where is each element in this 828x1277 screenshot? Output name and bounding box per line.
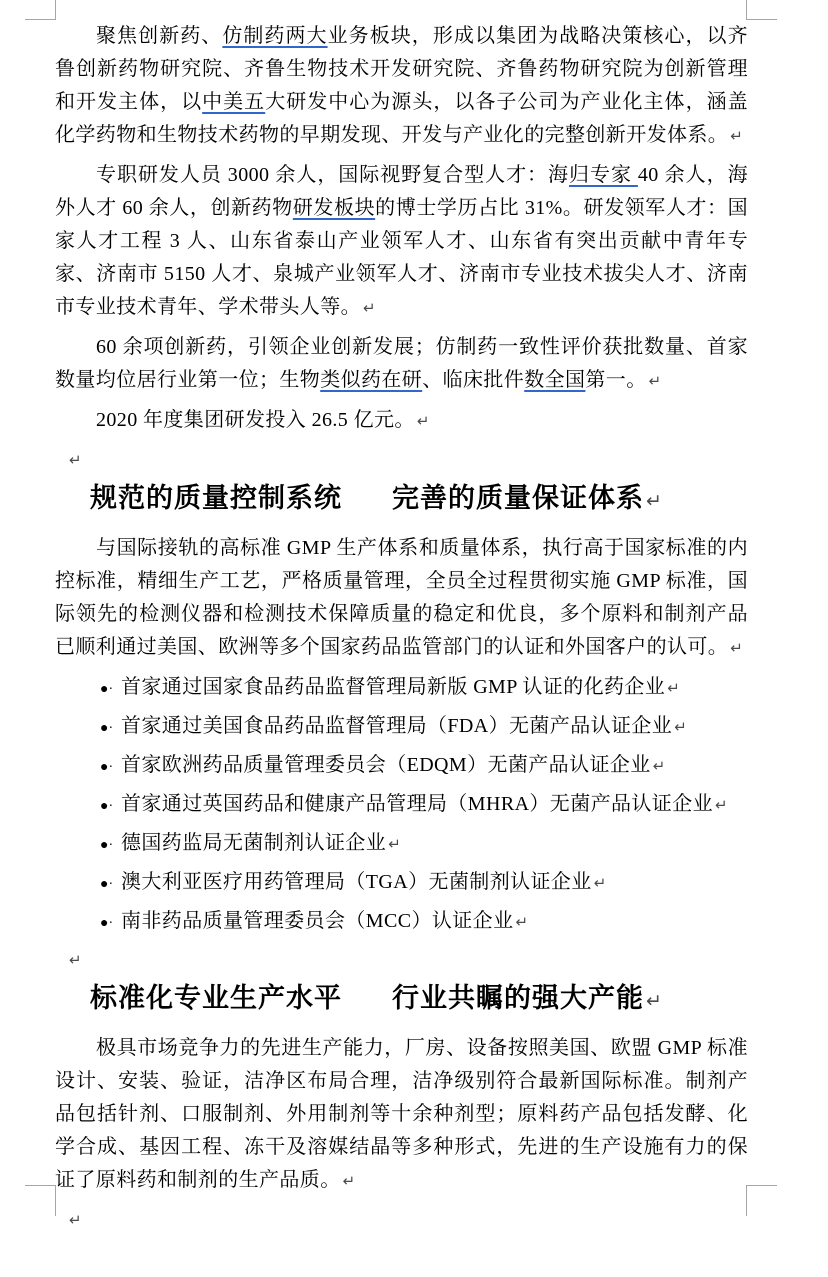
paragraph-mark-icon: ↵	[515, 913, 529, 931]
grammar-underline-text: 仿制药两大	[222, 25, 328, 47]
bullet-text: 首家通过国家食品药品监督管理局新版 GMP 认证的化药企业	[121, 676, 666, 698]
body-paragraph	[55, 404, 748, 438]
paragraph-mark-icon: ↵	[730, 639, 743, 657]
bullet-text: 德国药监局无菌制剂认证企业	[121, 832, 387, 854]
paragraph-text: 60 余项创新药，引领企业创新发展；仿制药一致性评价获批数量、首家数量均位居行业第一位；生物	[55, 336, 748, 391]
heading-text-right: 完善的质量保证体系	[392, 483, 644, 513]
paragraph-text: 与国际接轨的高标准 GMP 生产体系和质量体系，执行高于国家标准的内控标准，精细生产工艺，严格质量管理，全员全过程贯彻实施 GMP 标准，国际领先的检测仪器和检测技术保障质量的稳定和优良，多个原料和制剂产品已顺利通过美国、欧洲等多个国家药品监管部门的认证和外国客户的认可。	[55, 537, 748, 658]
bullet-text: 澳大利亚医疗用药管理局（TGA）无菌制剂认证企业	[121, 871, 592, 893]
grammar-underline-text: 归专家	[569, 164, 638, 186]
bullet-item	[100, 788, 748, 823]
bullet-text: 首家通过英国药品和健康产品管理局（MHRA）无菌产品认证企业	[121, 793, 714, 815]
bullet-icon: ●·	[100, 721, 114, 736]
paragraph-mark-icon: ↵	[69, 1211, 82, 1229]
paragraph-text: 聚焦创新药、	[96, 25, 223, 47]
bullet-text: 首家欧洲药品质量管理委员会（EDQM）无菌产品认证企业	[121, 754, 651, 776]
paragraph-mark-icon: ↵	[646, 990, 662, 1012]
paragraph-mark-icon: ↵	[388, 835, 401, 853]
paragraph-text: 业务板块，形成以集团为战略决策核心，以齐鲁创新药物研究院、齐鲁生物技术开发研究院、齐鲁药物研究院为创新管理和开发主体，以	[55, 25, 749, 113]
paragraph-mark-icon: ↵	[593, 874, 607, 892]
paragraph-mark-icon: ↵	[363, 299, 376, 317]
bullet-icon: ●·	[100, 682, 114, 697]
empty-paragraph	[55, 444, 748, 477]
bullet-item	[100, 710, 748, 745]
paragraph-mark-icon: ↵	[730, 127, 743, 145]
crop-mark-top-right-icon	[746, 0, 777, 20]
body-paragraph	[55, 159, 748, 325]
empty-paragraph	[55, 1204, 748, 1237]
bullet-item	[100, 866, 748, 901]
paragraph-text: 大研发中心为源头，以各子公司为产业化主体，涵盖化学药物和生物技术药物的早期发现、开发与产业化的完整创新开发体系。	[55, 91, 749, 146]
bullet-item	[100, 749, 748, 784]
bullet-icon: ●·	[100, 799, 114, 814]
paragraph-text: 极具市场竞争力的先进生产能力，厂房、设备按照美国、欧盟 GMP 标准设计、安装、验证，洁净区布局合理，洁净级别符合最新国际标准。制剂产品包括针剂、口服制剂、外用制剂等十余种剂型；原料药产品包括发酵、化学合成、基因工程、冻干及溶媒结晶等多种形式，先进的生产设施有力的保证了原料药和制剂的生产品质。	[55, 1037, 748, 1191]
paragraph-mark-icon: ↵	[667, 679, 680, 697]
crop-mark-bottom-left-icon	[25, 1185, 56, 1216]
paragraph-mark-icon: ↵	[416, 412, 430, 430]
bullet-item	[100, 827, 748, 862]
bullet-item	[100, 671, 748, 706]
grammar-underline-text: 数全国	[524, 369, 586, 391]
paragraph-mark-icon: ↵	[652, 757, 666, 775]
body-paragraph	[55, 20, 748, 153]
paragraph-text: 2020 年度集团研发投入 26.5 亿元。	[96, 409, 415, 431]
empty-paragraph	[55, 944, 748, 977]
paragraph-mark-icon: ↵	[674, 718, 687, 736]
body-paragraph	[55, 331, 748, 398]
heading-text-right: 行业共瞩的强大产能	[392, 983, 644, 1013]
paragraph-text: 的博士学历占比 31%。研发领军人才：国家人才工程 3 人、山东省泰山产业领军人才、山东省有突出贡献中青年专家、济南市 5150 人才、泉城产业领军人才、济南市专业技术拔尖人才、济南市专业技术青年、学术带头人等。	[55, 197, 748, 318]
grammar-underline-text: 研发板块	[292, 197, 376, 219]
paragraph-mark-icon: ↵	[69, 451, 82, 469]
crop-mark-bottom-right-icon	[746, 1185, 777, 1216]
paragraph-mark-icon: ↵	[648, 372, 662, 390]
paragraph-mark-icon: ↵	[715, 796, 728, 814]
bullet-item	[100, 905, 748, 940]
document-content	[55, 20, 748, 1237]
bullet-icon: ●·	[100, 760, 114, 775]
crop-mark-top-left-icon	[25, 0, 56, 20]
bullet-text: 南非药品质量管理委员会（MCC）认证企业	[121, 910, 514, 932]
section-heading	[90, 481, 748, 518]
grammar-underline-text: 中美五	[202, 91, 266, 113]
bullet-icon: ●·	[100, 877, 114, 892]
paragraph-text: 专职研发人员 3000 余人，国际视野复合型人才：海	[96, 164, 569, 186]
paragraph-mark-icon: ↵	[342, 1172, 356, 1190]
paragraph-text: 40 余人，海外人才 60 余人，创新药物	[55, 164, 748, 219]
paragraph-mark-icon: ↵	[646, 490, 662, 512]
section-heading	[90, 981, 748, 1018]
heading-text-left: 标准化专业生产水平	[90, 983, 342, 1013]
heading-text-left: 规范的质量控制系统	[90, 483, 342, 513]
bullet-text: 首家通过美国食品药品监督管理局（FDA）无菌产品认证企业	[121, 715, 673, 737]
paragraph-mark-icon: ↵	[69, 951, 82, 969]
paragraph-text: 第一。	[585, 369, 647, 391]
grammar-underline-text: 类似药在研	[320, 369, 423, 391]
body-paragraph	[55, 532, 748, 665]
bullet-icon: ●·	[100, 838, 114, 853]
body-paragraph	[55, 1032, 748, 1198]
paragraph-text: 、临床批件	[422, 369, 525, 391]
bullet-icon: ●·	[100, 916, 114, 931]
